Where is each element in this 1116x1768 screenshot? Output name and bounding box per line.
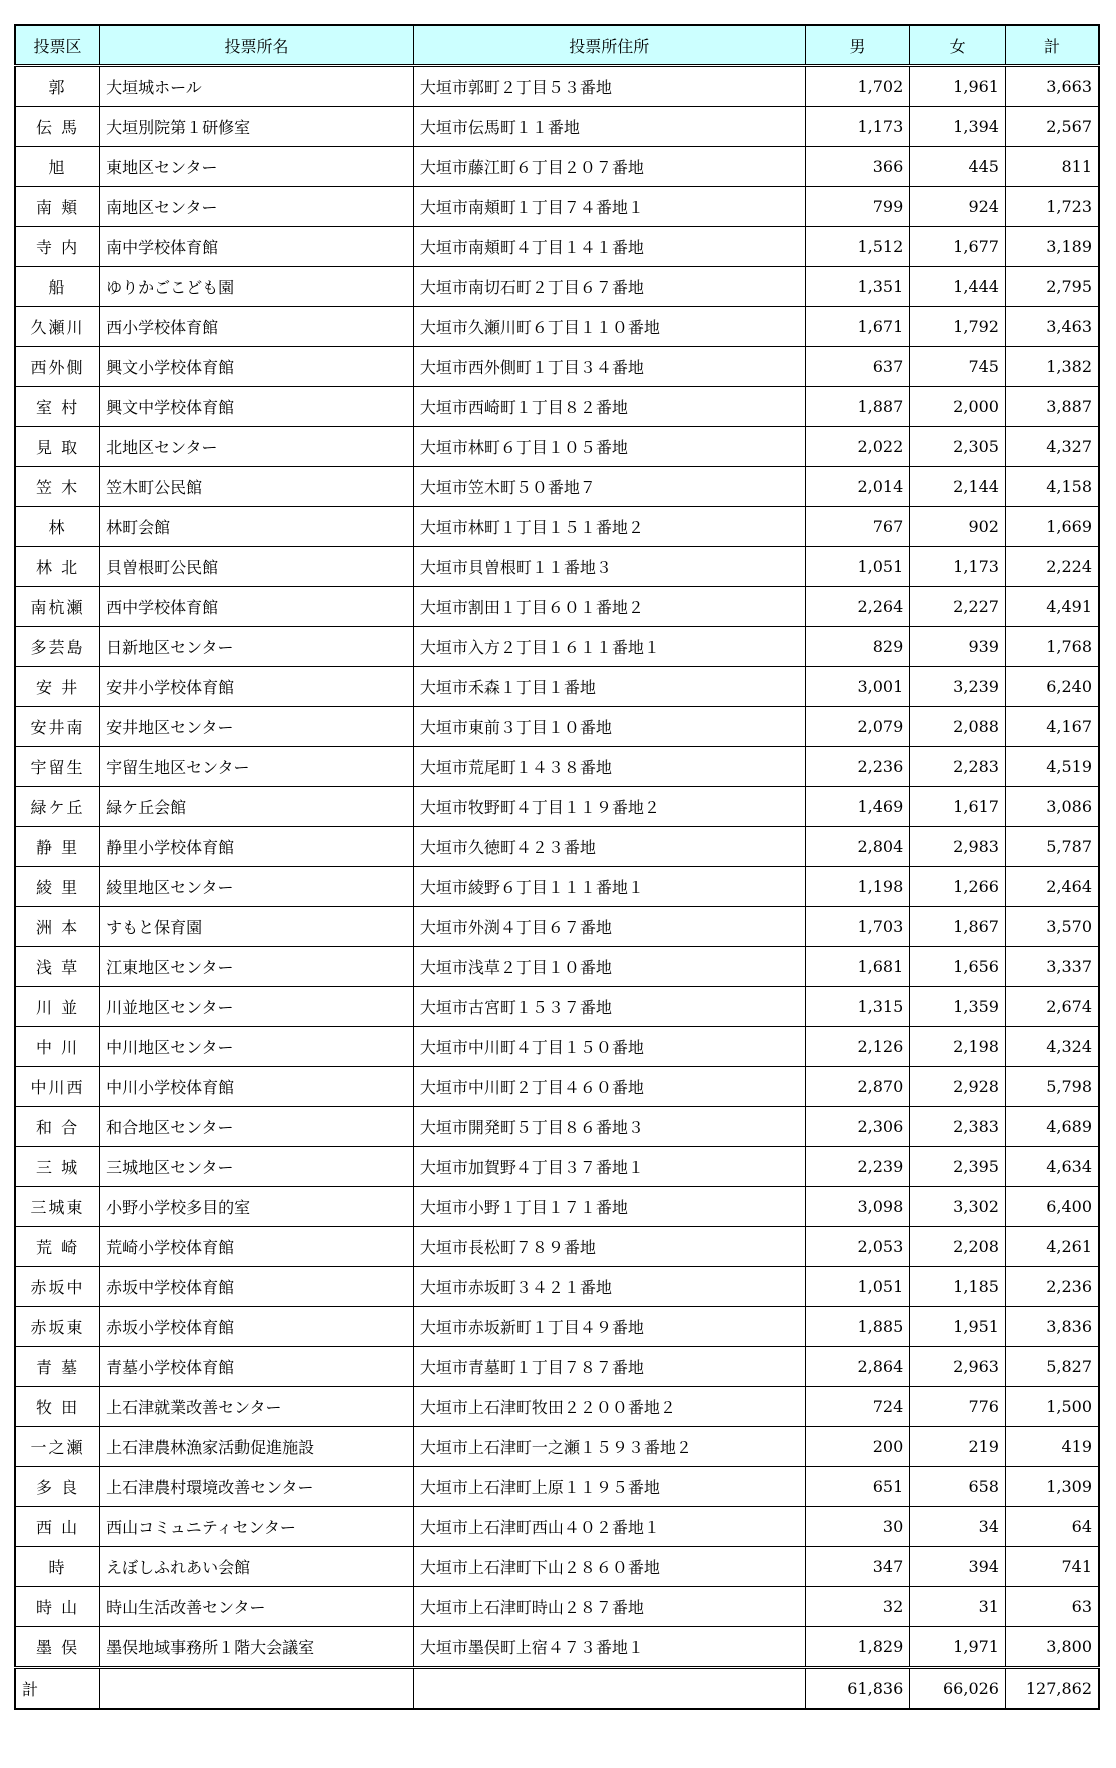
cell-total: 4,327: [1005, 427, 1099, 467]
table-row: [15, 1547, 1099, 1587]
cell-address: 大垣市割田１丁目６０１番地２: [413, 587, 805, 627]
cell-total: 4,491: [1005, 587, 1099, 627]
table-row: [15, 307, 1099, 347]
header-name: 投票所名: [100, 25, 414, 66]
cell-female: 2,283: [910, 747, 1006, 787]
cell-total: 6,400: [1005, 1187, 1099, 1227]
header-male: 男: [805, 25, 910, 66]
cell-station-name: 赤坂小学校体育館: [100, 1307, 414, 1347]
cell-male: 1,885: [805, 1307, 910, 1347]
cell-address: 大垣市林町６丁目１０５番地: [413, 427, 805, 467]
cell-total: 3,086: [1005, 787, 1099, 827]
cell-total: 3,887: [1005, 387, 1099, 427]
cell-total: 2,224: [1005, 547, 1099, 587]
cell-station-name: 貝曽根町公民館: [100, 547, 414, 587]
cell-station-name: 緑ケ丘会館: [100, 787, 414, 827]
cell-ku: 赤坂中: [15, 1267, 100, 1307]
cell-address: 大垣市上石津町上原１１９５番地: [413, 1467, 805, 1507]
cell-total: 1,500: [1005, 1387, 1099, 1427]
cell-female: 2,000: [910, 387, 1006, 427]
cell-total: 4,689: [1005, 1107, 1099, 1147]
cell-address: 大垣市貝曽根町１１番地３: [413, 547, 805, 587]
cell-male: 2,126: [805, 1027, 910, 1067]
cell-ku: 安 井: [15, 667, 100, 707]
cell-station-name: 大垣別院第１研修室: [100, 107, 414, 147]
cell-ku: 西 山: [15, 1507, 100, 1547]
cell-total: 2,464: [1005, 867, 1099, 907]
cell-female: 939: [910, 627, 1006, 667]
cell-total: 4,519: [1005, 747, 1099, 787]
cell-station-name: えぼしふれあい会館: [100, 1547, 414, 1587]
cell-female: 445: [910, 147, 1006, 187]
cell-station-name: 赤坂中学校体育館: [100, 1267, 414, 1307]
table-row: [15, 1587, 1099, 1627]
table-row: [15, 867, 1099, 907]
cell-female: 776: [910, 1387, 1006, 1427]
cell-female: 1,867: [910, 907, 1006, 947]
table-row: [15, 1107, 1099, 1147]
table-row: [15, 107, 1099, 147]
cell-female: 1,266: [910, 867, 1006, 907]
table-row: [15, 907, 1099, 947]
cell-address: 大垣市加賀野４丁目３７番地１: [413, 1147, 805, 1187]
cell-station-name: 安井地区センター: [100, 707, 414, 747]
cell-ku: 郭: [15, 66, 100, 107]
total-empty-name: [100, 1668, 414, 1710]
cell-male: 2,864: [805, 1347, 910, 1387]
cell-ku: 静 里: [15, 827, 100, 867]
cell-ku: 伝 馬: [15, 107, 100, 147]
cell-male: 2,236: [805, 747, 910, 787]
cell-female: 3,239: [910, 667, 1006, 707]
cell-male: 651: [805, 1467, 910, 1507]
cell-male: 829: [805, 627, 910, 667]
cell-male: 2,804: [805, 827, 910, 867]
cell-station-name: 時山生活改善センター: [100, 1587, 414, 1627]
cell-total: 64: [1005, 1507, 1099, 1547]
cell-ku: 牧 田: [15, 1387, 100, 1427]
cell-male: 1,198: [805, 867, 910, 907]
cell-station-name: 東地区センター: [100, 147, 414, 187]
table-row: [15, 667, 1099, 707]
table-row: [15, 467, 1099, 507]
cell-station-name: 南地区センター: [100, 187, 414, 227]
table-row: [15, 1227, 1099, 1267]
cell-address: 大垣市伝馬町１１番地: [413, 107, 805, 147]
cell-address: 大垣市赤坂町３４２１番地: [413, 1267, 805, 1307]
cell-male: 2,053: [805, 1227, 910, 1267]
header-address: 投票所住所: [413, 25, 805, 66]
cell-female: 745: [910, 347, 1006, 387]
cell-address: 大垣市郭町２丁目５３番地: [413, 66, 805, 107]
table-row: [15, 147, 1099, 187]
cell-male: 1,887: [805, 387, 910, 427]
cell-address: 大垣市西崎町１丁目８２番地: [413, 387, 805, 427]
cell-address: 大垣市南切石町２丁目６７番地: [413, 267, 805, 307]
cell-station-name: 三城地区センター: [100, 1147, 414, 1187]
cell-total: 6,240: [1005, 667, 1099, 707]
cell-ku: 緑ケ丘: [15, 787, 100, 827]
cell-ku: 赤坂東: [15, 1307, 100, 1347]
cell-total: 1,723: [1005, 187, 1099, 227]
cell-address: 大垣市墨俣町上宿４７３番地１: [413, 1627, 805, 1668]
cell-male: 30: [805, 1507, 910, 1547]
cell-ku: 綾 里: [15, 867, 100, 907]
table-row: [15, 187, 1099, 227]
table-row: [15, 1387, 1099, 1427]
cell-female: 2,144: [910, 467, 1006, 507]
cell-female: 1,971: [910, 1627, 1006, 1668]
cell-ku: 多 良: [15, 1467, 100, 1507]
cell-total: 3,463: [1005, 307, 1099, 347]
total-label: 計: [15, 1668, 100, 1710]
cell-female: 1,961: [910, 66, 1006, 107]
cell-ku: 南杭瀬: [15, 587, 100, 627]
table-row: [15, 627, 1099, 667]
cell-ku: 船: [15, 267, 100, 307]
table-row: [15, 987, 1099, 1027]
table-row: [15, 267, 1099, 307]
cell-ku: 洲 本: [15, 907, 100, 947]
polling-station-table: [14, 24, 1100, 1710]
cell-station-name: 荒崎小学校体育館: [100, 1227, 414, 1267]
table-body: [15, 66, 1099, 1668]
cell-ku: 荒 崎: [15, 1227, 100, 1267]
cell-address: 大垣市久瀬川町６丁目１１０番地: [413, 307, 805, 347]
cell-female: 2,305: [910, 427, 1006, 467]
cell-address: 大垣市長松町７８９番地: [413, 1227, 805, 1267]
cell-station-name: 上石津就業改善センター: [100, 1387, 414, 1427]
cell-ku: 川 並: [15, 987, 100, 1027]
cell-address: 大垣市古宮町１５３７番地: [413, 987, 805, 1027]
cell-male: 724: [805, 1387, 910, 1427]
cell-male: 2,870: [805, 1067, 910, 1107]
cell-address: 大垣市久徳町４２３番地: [413, 827, 805, 867]
cell-male: 1,469: [805, 787, 910, 827]
cell-ku: 林: [15, 507, 100, 547]
cell-station-name: 青墓小学校体育館: [100, 1347, 414, 1387]
table-row: [15, 347, 1099, 387]
table-row: [15, 947, 1099, 987]
cell-male: 1,829: [805, 1627, 910, 1668]
cell-address: 大垣市上石津町一之瀬１５９３番地２: [413, 1427, 805, 1467]
cell-total: 1,768: [1005, 627, 1099, 667]
cell-station-name: 北地区センター: [100, 427, 414, 467]
cell-female: 2,963: [910, 1347, 1006, 1387]
cell-total: 5,827: [1005, 1347, 1099, 1387]
cell-female: 2,088: [910, 707, 1006, 747]
cell-station-name: 中川地区センター: [100, 1027, 414, 1067]
cell-female: 1,951: [910, 1307, 1006, 1347]
cell-female: 1,677: [910, 227, 1006, 267]
cell-total: 4,634: [1005, 1147, 1099, 1187]
cell-ku: 見 取: [15, 427, 100, 467]
cell-male: 1,702: [805, 66, 910, 107]
cell-male: 1,051: [805, 1267, 910, 1307]
cell-total: 2,795: [1005, 267, 1099, 307]
cell-male: 2,079: [805, 707, 910, 747]
cell-female: 3,302: [910, 1187, 1006, 1227]
total-row: [15, 1668, 1099, 1710]
table-row: [15, 507, 1099, 547]
cell-male: 347: [805, 1547, 910, 1587]
cell-female: 2,395: [910, 1147, 1006, 1187]
cell-ku: 久瀬川: [15, 307, 100, 347]
cell-male: 2,239: [805, 1147, 910, 1187]
cell-female: 34: [910, 1507, 1006, 1547]
cell-female: 658: [910, 1467, 1006, 1507]
cell-ku: 墨 俣: [15, 1627, 100, 1668]
table-row: [15, 1507, 1099, 1547]
cell-station-name: 日新地区センター: [100, 627, 414, 667]
cell-total: 741: [1005, 1547, 1099, 1587]
cell-address: 大垣市中川町４丁目１５０番地: [413, 1027, 805, 1067]
cell-total: 5,787: [1005, 827, 1099, 867]
total-total: 127,862: [1005, 1668, 1099, 1710]
cell-female: 1,359: [910, 987, 1006, 1027]
cell-address: 大垣市牧野町４丁目１１９番地２: [413, 787, 805, 827]
cell-station-name: 大垣城ホール: [100, 66, 414, 107]
cell-address: 大垣市中川町２丁目４６０番地: [413, 1067, 805, 1107]
header-row: [15, 25, 1099, 66]
cell-female: 2,928: [910, 1067, 1006, 1107]
table-row: [15, 1467, 1099, 1507]
cell-total: 1,382: [1005, 347, 1099, 387]
cell-address: 大垣市青墓町１丁目７８７番地: [413, 1347, 805, 1387]
cell-female: 1,656: [910, 947, 1006, 987]
cell-ku: 一之瀬: [15, 1427, 100, 1467]
table-row: [15, 1307, 1099, 1347]
cell-female: 2,198: [910, 1027, 1006, 1067]
cell-ku: 時: [15, 1547, 100, 1587]
cell-total: 4,324: [1005, 1027, 1099, 1067]
cell-male: 799: [805, 187, 910, 227]
cell-male: 1,512: [805, 227, 910, 267]
header-total: 計: [1005, 25, 1099, 66]
cell-female: 1,444: [910, 267, 1006, 307]
cell-total: 4,261: [1005, 1227, 1099, 1267]
table-row: [15, 787, 1099, 827]
cell-male: 200: [805, 1427, 910, 1467]
cell-female: 2,208: [910, 1227, 1006, 1267]
cell-address: 大垣市南頬町１丁目７４番地１: [413, 187, 805, 227]
cell-ku: 中川西: [15, 1067, 100, 1107]
cell-female: 1,173: [910, 547, 1006, 587]
table-row: [15, 1147, 1099, 1187]
cell-address: 大垣市藤江町６丁目２０７番地: [413, 147, 805, 187]
cell-female: 1,394: [910, 107, 1006, 147]
cell-station-name: 中川小学校体育館: [100, 1067, 414, 1107]
cell-ku: 三城東: [15, 1187, 100, 1227]
cell-address: 大垣市西外側町１丁目３４番地: [413, 347, 805, 387]
cell-station-name: 西中学校体育館: [100, 587, 414, 627]
cell-female: 394: [910, 1547, 1006, 1587]
cell-station-name: 南中学校体育館: [100, 227, 414, 267]
cell-total: 811: [1005, 147, 1099, 187]
cell-total: 3,570: [1005, 907, 1099, 947]
cell-total: 2,567: [1005, 107, 1099, 147]
cell-station-name: 綾里地区センター: [100, 867, 414, 907]
cell-address: 大垣市上石津町下山２８６０番地: [413, 1547, 805, 1587]
cell-address: 大垣市赤坂新町１丁目４９番地: [413, 1307, 805, 1347]
total-female: 66,026: [910, 1668, 1006, 1710]
table-row: [15, 227, 1099, 267]
cell-address: 大垣市開発町５丁目８６番地３: [413, 1107, 805, 1147]
cell-address: 大垣市上石津町西山４０２番地１: [413, 1507, 805, 1547]
cell-total: 419: [1005, 1427, 1099, 1467]
cell-address: 大垣市東前３丁目１０番地: [413, 707, 805, 747]
cell-ku: 三 城: [15, 1147, 100, 1187]
cell-ku: 林 北: [15, 547, 100, 587]
cell-female: 2,983: [910, 827, 1006, 867]
table-row: [15, 427, 1099, 467]
table-row: [15, 1427, 1099, 1467]
cell-male: 1,051: [805, 547, 910, 587]
cell-total: 1,309: [1005, 1467, 1099, 1507]
table-row: [15, 587, 1099, 627]
table-row: [15, 1627, 1099, 1668]
cell-station-name: 西小学校体育館: [100, 307, 414, 347]
cell-ku: 時 山: [15, 1587, 100, 1627]
cell-station-name: 興文小学校体育館: [100, 347, 414, 387]
cell-address: 大垣市上石津町牧田２２００番地２: [413, 1387, 805, 1427]
cell-station-name: 林町会館: [100, 507, 414, 547]
cell-female: 31: [910, 1587, 1006, 1627]
cell-address: 大垣市林町１丁目１５１番地２: [413, 507, 805, 547]
cell-address: 大垣市荒尾町１４３８番地: [413, 747, 805, 787]
cell-total: 3,663: [1005, 66, 1099, 107]
cell-male: 2,264: [805, 587, 910, 627]
cell-total: 2,674: [1005, 987, 1099, 1027]
table-row: [15, 1267, 1099, 1307]
table-row: [15, 387, 1099, 427]
cell-station-name: 小野小学校多目的室: [100, 1187, 414, 1227]
cell-ku: 青 墓: [15, 1347, 100, 1387]
total-male: 61,836: [805, 1668, 910, 1710]
cell-male: 2,022: [805, 427, 910, 467]
cell-male: 2,014: [805, 467, 910, 507]
cell-ku: 中 川: [15, 1027, 100, 1067]
cell-female: 2,227: [910, 587, 1006, 627]
cell-ku: 笠 木: [15, 467, 100, 507]
cell-male: 637: [805, 347, 910, 387]
cell-total: 3,800: [1005, 1627, 1099, 1668]
cell-male: 767: [805, 507, 910, 547]
cell-male: 3,098: [805, 1187, 910, 1227]
header-ku: 投票区: [15, 25, 100, 66]
cell-ku: 西外側: [15, 347, 100, 387]
cell-ku: 寺 内: [15, 227, 100, 267]
cell-female: 2,383: [910, 1107, 1006, 1147]
cell-total: 4,167: [1005, 707, 1099, 747]
cell-address: 大垣市外渕４丁目６７番地: [413, 907, 805, 947]
cell-total: 4,158: [1005, 467, 1099, 507]
cell-total: 3,337: [1005, 947, 1099, 987]
table-row: [15, 747, 1099, 787]
cell-total: 5,798: [1005, 1067, 1099, 1107]
cell-station-name: 上石津農村環境改善センター: [100, 1467, 414, 1507]
cell-address: 大垣市綾野６丁目１１１番地１: [413, 867, 805, 907]
cell-station-name: 墨俣地域事務所１階大会議室: [100, 1627, 414, 1668]
cell-address: 大垣市上石津町時山２８７番地: [413, 1587, 805, 1627]
cell-station-name: 川並地区センター: [100, 987, 414, 1027]
cell-station-name: 江東地区センター: [100, 947, 414, 987]
cell-ku: 室 村: [15, 387, 100, 427]
table-row: [15, 1067, 1099, 1107]
cell-station-name: 和合地区センター: [100, 1107, 414, 1147]
cell-ku: 安井南: [15, 707, 100, 747]
cell-station-name: 笠木町公民館: [100, 467, 414, 507]
cell-address: 大垣市浅草２丁目１０番地: [413, 947, 805, 987]
header-female: 女: [910, 25, 1006, 66]
cell-station-name: 上石津農林漁家活動促進施設: [100, 1427, 414, 1467]
cell-station-name: すもと保育園: [100, 907, 414, 947]
cell-male: 1,703: [805, 907, 910, 947]
table-row: [15, 547, 1099, 587]
cell-male: 1,681: [805, 947, 910, 987]
cell-male: 1,315: [805, 987, 910, 1027]
table-row: [15, 1027, 1099, 1067]
cell-address: 大垣市笠木町５０番地７: [413, 467, 805, 507]
cell-male: 3,001: [805, 667, 910, 707]
cell-male: 2,306: [805, 1107, 910, 1147]
cell-total: 2,236: [1005, 1267, 1099, 1307]
cell-female: 902: [910, 507, 1006, 547]
cell-female: 1,617: [910, 787, 1006, 827]
cell-station-name: 安井小学校体育館: [100, 667, 414, 707]
cell-total: 1,669: [1005, 507, 1099, 547]
cell-total: 3,836: [1005, 1307, 1099, 1347]
cell-station-name: 宇留生地区センター: [100, 747, 414, 787]
cell-female: 1,185: [910, 1267, 1006, 1307]
cell-male: 1,173: [805, 107, 910, 147]
cell-ku: 浅 草: [15, 947, 100, 987]
cell-female: 1,792: [910, 307, 1006, 347]
cell-address: 大垣市南頬町４丁目１４１番地: [413, 227, 805, 267]
cell-address: 大垣市禾森１丁目１番地: [413, 667, 805, 707]
cell-total: 3,189: [1005, 227, 1099, 267]
cell-station-name: 静里小学校体育館: [100, 827, 414, 867]
table-row: [15, 707, 1099, 747]
cell-male: 32: [805, 1587, 910, 1627]
cell-ku: 南 頬: [15, 187, 100, 227]
cell-station-name: 西山コミュニティセンター: [100, 1507, 414, 1547]
total-empty-address: [413, 1668, 805, 1710]
cell-address: 大垣市入方２丁目１６１１番地１: [413, 627, 805, 667]
cell-ku: 宇留生: [15, 747, 100, 787]
cell-ku: 旭: [15, 147, 100, 187]
cell-station-name: ゆりかごこども園: [100, 267, 414, 307]
table-row: [15, 827, 1099, 867]
cell-ku: 多芸島: [15, 627, 100, 667]
cell-ku: 和 合: [15, 1107, 100, 1147]
cell-female: 924: [910, 187, 1006, 227]
table-row: [15, 66, 1099, 107]
cell-station-name: 興文中学校体育館: [100, 387, 414, 427]
cell-female: 219: [910, 1427, 1006, 1467]
cell-male: 366: [805, 147, 910, 187]
cell-address: 大垣市小野１丁目１７１番地: [413, 1187, 805, 1227]
table-row: [15, 1187, 1099, 1227]
table-row: [15, 1347, 1099, 1387]
cell-total: 63: [1005, 1587, 1099, 1627]
cell-male: 1,671: [805, 307, 910, 347]
cell-male: 1,351: [805, 267, 910, 307]
